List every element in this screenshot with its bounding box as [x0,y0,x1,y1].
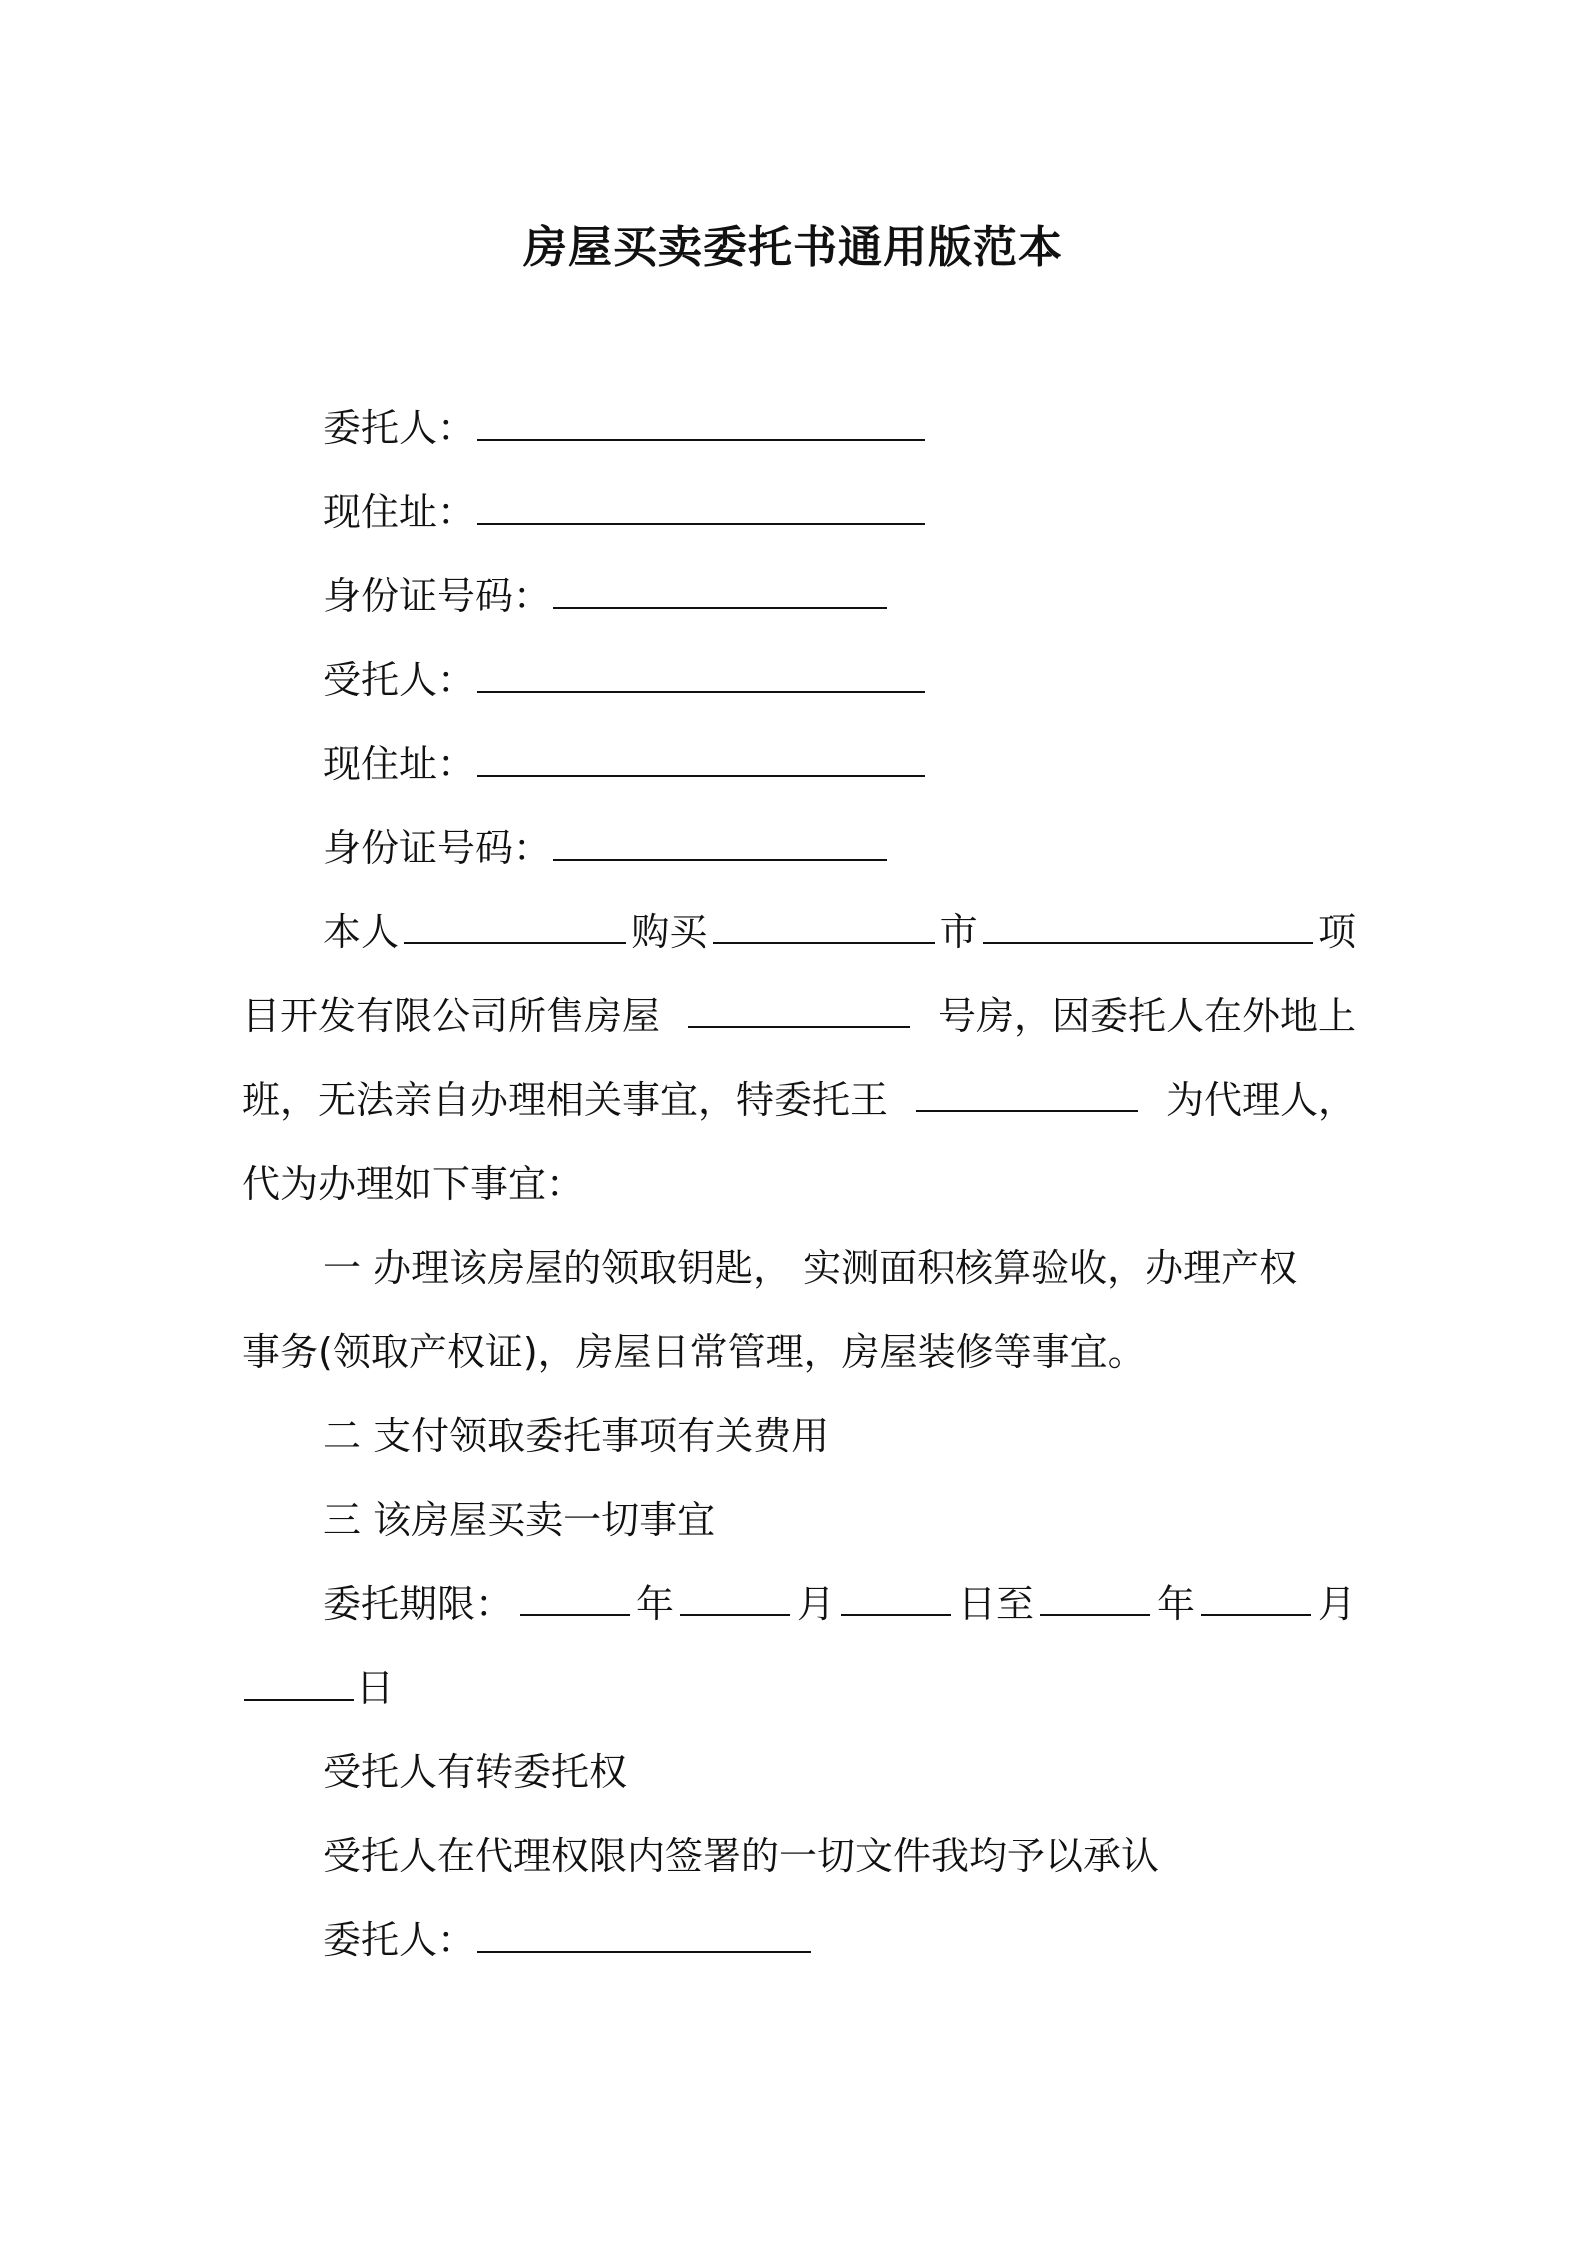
item-1-line-2: 事务(领取产权证)，房屋日常管理，房屋装修等事宜。 [242,1330,1146,1374]
day-to-label: 日至 [957,1582,1034,1626]
acknowledge-text: 受托人在代理权限内签署的一切文件我均予以承认 [323,1834,1160,1878]
sub-delegation-text: 受托人有转委托权 [323,1750,628,1794]
body-text: 班，无法亲自办理相关事宜，特委托王 [242,1078,889,1122]
agent-name-blank[interactable] [477,655,925,693]
day-label: 日 [356,1666,395,1710]
agent-given-name-blank[interactable] [916,1074,1138,1112]
principal-name-blank[interactable] [477,403,925,441]
body-text: 目开发有限公司所售房屋 [242,994,661,1038]
signature-line [323,1914,813,1966]
body-line-1 [323,906,1356,958]
item-1-line-1: 一 办理该房屋的领取钥匙， 实测面积核算验收，办理产权 [323,1246,1298,1290]
period-line-1 [323,1578,1356,1630]
period-line-2 [242,1662,394,1714]
body-line-3 [242,1074,1356,1126]
month-label: 月 [1317,1582,1356,1626]
body-text: 本人 [323,910,400,954]
start-year-blank[interactable] [520,1578,630,1616]
principal-id-label: 身份证号码： [323,574,552,618]
end-month-blank[interactable] [1201,1578,1311,1616]
body-text: 为代理人， [1165,1078,1356,1122]
body-text: 市 [939,910,978,954]
body-text: 项 [1317,910,1356,954]
city-project-blank[interactable] [983,906,1313,944]
end-day-blank[interactable] [244,1663,354,1701]
agent-id-line [323,822,889,874]
principal-id-blank[interactable] [553,571,887,609]
item-3: 三 该房屋买卖一切事宜 [323,1498,716,1542]
signature-blank[interactable] [477,1915,811,1953]
body-text: 购买 [631,910,708,954]
agent-address-label: 现住址： [323,742,476,786]
agent-address-line [323,738,927,790]
purchase-date-blank[interactable] [713,906,935,944]
end-year-blank[interactable] [1040,1578,1150,1616]
principal-address-blank[interactable] [477,487,925,525]
agent-name-line [323,654,927,706]
buyer-name-blank[interactable] [404,906,626,944]
principal-id-line [323,570,889,622]
signature-label: 委托人： [323,1918,476,1962]
agent-address-blank[interactable] [477,739,925,777]
principal-label: 委托人： [323,406,476,450]
year-label: 年 [635,1582,674,1626]
principal-name-line [323,402,927,454]
start-day-blank[interactable] [841,1578,951,1616]
body-line-2 [242,990,1356,1042]
agent-label: 受托人： [323,658,476,702]
year-label: 年 [1156,1582,1195,1626]
agent-id-blank[interactable] [553,823,887,861]
body-line-4: 代为办理如下事宜： [242,1162,585,1206]
document-title: 房屋买卖委托书通用版范本 [523,222,1063,273]
month-label: 月 [796,1582,835,1626]
start-month-blank[interactable] [680,1578,790,1616]
item-2: 二 支付领取委托事项有关费用 [323,1414,830,1458]
period-label: 委托期限： [323,1582,514,1626]
principal-address-line [323,486,927,538]
principal-address-label: 现住址： [323,490,476,534]
body-text: 号房，因委托人在外地上 [937,994,1356,1038]
house-number-blank[interactable] [688,990,910,1028]
agent-id-label: 身份证号码： [323,826,552,870]
